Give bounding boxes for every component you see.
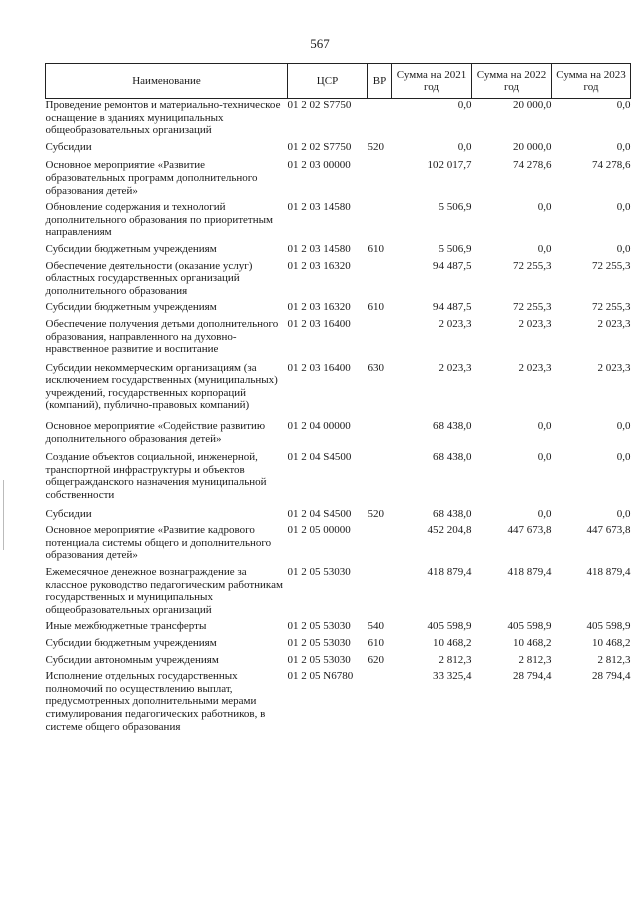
row-vr: 520	[367, 140, 384, 153]
row-name: Создание объектов социальной, инженерной, транспортной инфраструктуры и объектов общегражданского назначения муниципальной собственности	[45, 451, 267, 502]
budget-table	[45, 63, 631, 733]
row-csr: 01 2 04 S4500	[287, 451, 352, 464]
row-sum-2021: 94 487,5	[433, 301, 472, 314]
table-row	[46, 566, 631, 620]
row-vr: 540	[367, 620, 384, 633]
table-row	[46, 420, 631, 451]
row-sum-2023: 0,0	[616, 507, 631, 520]
row-name: Иные межбюджетные трансферты	[45, 620, 207, 633]
row-vr: 610	[367, 636, 384, 649]
row-name: Обновление содержания и технологий дополнительного образования по приоритетным направлениям	[45, 201, 273, 239]
row-sum-2021: 2 023,3	[438, 317, 472, 330]
row-csr: 01 2 05 53030	[287, 653, 351, 666]
row-name: Основное мероприятие «Развитие образовательных программ дополнительного образования детей»	[45, 159, 258, 197]
row-csr: 01 2 04 S4500	[287, 507, 352, 520]
row-csr: 01 2 03 14580	[287, 242, 351, 255]
row-vr	[368, 260, 392, 302]
row-sum-2023: 0,0	[616, 242, 631, 255]
row-sum-2021: 68 438,0	[433, 420, 472, 433]
row-vr	[368, 159, 392, 201]
row-sum-2022: 405 598,9	[507, 620, 552, 633]
table-row	[46, 508, 631, 525]
row-sum-2021: 0,0	[457, 99, 472, 111]
table-row	[46, 301, 631, 318]
row-csr: 01 2 03 16400	[287, 361, 351, 374]
row-sum-2022: 74 278,6	[513, 159, 552, 172]
row-name: Основное мероприятие «Развитие кадрового потенциала системы общего и дополнительного образования детей»	[45, 524, 272, 562]
row-name: Проведение ремонтов и материально-техническое оснащение в зданиях муниципальных общеобразовательных организаций	[45, 99, 281, 137]
row-vr	[368, 670, 392, 733]
row-csr: 01 2 03 16320	[287, 301, 351, 314]
row-sum-2023: 10 468,2	[592, 636, 631, 649]
row-sum-2023: 72 255,3	[592, 301, 631, 314]
row-sum-2021: 418 879,4	[427, 566, 472, 578]
table-row	[46, 201, 631, 243]
row-name: Обеспечение получения детьми дополнительного образования, направленного на духовно-нравственное развитие и воспитание	[45, 317, 279, 356]
row-csr: 01 2 02 S7750	[287, 140, 352, 153]
row-sum-2022: 0,0	[537, 242, 552, 255]
row-sum-2021: 94 487,5	[433, 259, 472, 272]
table-row	[46, 362, 631, 420]
row-csr: 01 2 03 16320	[287, 259, 351, 272]
row-sum-2022: 2 812,3	[518, 653, 552, 666]
row-sum-2022: 20 000,0	[513, 99, 552, 111]
row-vr: 610	[367, 301, 384, 314]
row-vr: 520	[367, 507, 384, 520]
margin-mark	[3, 480, 8, 550]
row-csr: 01 2 02 S7750	[287, 99, 352, 111]
row-sum-2023: 74 278,6	[592, 159, 631, 172]
row-sum-2023: 447 673,8	[586, 524, 631, 537]
row-vr	[368, 99, 392, 141]
row-sum-2021: 2 812,3	[438, 653, 472, 666]
row-name: Исполнение отдельных государственных полномочий по осуществлению выплат, предусмотренных дополнительными мерами стимулирования педагогических работников, в системе общего образования	[45, 670, 266, 733]
row-sum-2021: 452 204,8	[427, 524, 472, 537]
row-sum-2021: 68 438,0	[433, 451, 472, 464]
row-sum-2022: 20 000,0	[513, 140, 552, 153]
row-sum-2023: 0,0	[616, 201, 631, 214]
header-name: Наименование	[46, 64, 288, 99]
row-sum-2023: 405 598,9	[586, 620, 631, 633]
row-name: Субсидии некоммерческим организациям (за исключением государственных (муниципальных) учреждений, государственных корпораций (компаний), публично-правовых компаний)	[45, 361, 278, 412]
row-sum-2022: 0,0	[537, 451, 552, 464]
row-csr: 01 2 03 14580	[287, 201, 351, 214]
table-header-row	[46, 64, 631, 99]
row-sum-2022: 10 468,2	[513, 636, 552, 649]
row-sum-2022: 2 023,3	[518, 317, 552, 330]
row-csr: 01 2 05 53030	[287, 566, 351, 578]
row-sum-2021: 10 468,2	[433, 636, 472, 649]
row-sum-2022: 0,0	[537, 507, 552, 520]
row-vr: 610	[367, 242, 384, 255]
table-row	[46, 141, 631, 160]
row-sum-2023: 0,0	[616, 140, 631, 153]
row-sum-2023: 72 255,3	[592, 259, 631, 272]
row-name: Субсидии бюджетным учреждениям	[45, 242, 217, 255]
row-csr: 01 2 05 00000	[287, 524, 351, 537]
row-sum-2022: 0,0	[537, 420, 552, 433]
row-sum-2021: 68 438,0	[433, 507, 472, 520]
page-number: 567	[310, 36, 330, 51]
row-sum-2023: 2 023,3	[597, 317, 631, 330]
row-name: Обеспечение деятельности (оказание услуг) областных государственных организаций дополнительного образования	[45, 259, 253, 297]
table-row	[46, 620, 631, 637]
row-sum-2021: 33 325,4	[433, 670, 472, 683]
row-sum-2022: 2 023,3	[518, 361, 552, 374]
row-sum-2023: 28 794,4	[592, 670, 631, 683]
row-csr: 01 2 03 16400	[287, 317, 351, 330]
header-csr: ЦСР	[288, 64, 368, 99]
row-sum-2021: 102 017,7	[427, 159, 472, 172]
row-sum-2022: 418 879,4	[507, 566, 552, 578]
table-row	[46, 318, 631, 362]
header-2021: Сумма на 2021 год	[392, 64, 472, 99]
row-vr: 630	[367, 361, 384, 374]
table-row	[46, 243, 631, 260]
row-sum-2023: 0,0	[616, 420, 631, 433]
row-csr: 01 2 03 00000	[287, 159, 351, 172]
row-sum-2021: 405 598,9	[427, 620, 472, 633]
row-sum-2023: 0,0	[616, 451, 631, 464]
row-vr	[368, 318, 392, 362]
row-vr	[368, 201, 392, 243]
table-row	[46, 260, 631, 302]
table-row	[46, 670, 631, 733]
row-sum-2022: 28 794,4	[513, 670, 552, 683]
row-sum-2021: 2 023,3	[438, 361, 472, 374]
row-sum-2023: 2 812,3	[597, 653, 631, 666]
table-row	[46, 524, 631, 566]
row-sum-2022: 0,0	[537, 201, 552, 214]
row-csr: 01 2 05 N6780	[287, 670, 354, 683]
row-name: Ежемесячное денежное вознаграждение за классное руководство педагогическим работникам государственных и муниципальных общеобразовательных организаций	[45, 566, 283, 616]
row-sum-2023: 0,0	[616, 99, 631, 111]
row-vr	[368, 420, 392, 451]
header-2023: Сумма на 2023 год	[552, 64, 631, 99]
table-row	[46, 637, 631, 654]
row-sum-2022: 72 255,3	[513, 301, 552, 314]
row-csr: 01 2 05 53030	[287, 620, 351, 633]
table-row	[46, 451, 631, 507]
table-row	[46, 99, 631, 141]
row-name: Субсидии бюджетным учреждениям	[45, 301, 217, 314]
row-vr: 620	[367, 653, 384, 666]
row-sum-2021: 5 506,9	[438, 201, 472, 214]
row-sum-2022: 447 673,8	[507, 524, 552, 537]
row-sum-2023: 418 879,4	[586, 566, 631, 578]
table-row	[46, 159, 631, 201]
row-name: Субсидии бюджетным учреждениям	[45, 636, 217, 649]
row-vr	[368, 566, 392, 620]
row-csr: 01 2 05 53030	[287, 636, 351, 649]
header-vr: ВР	[368, 64, 392, 99]
row-vr	[368, 524, 392, 566]
table-row	[46, 654, 631, 671]
row-sum-2023: 2 023,3	[597, 361, 631, 374]
table-body	[46, 99, 631, 734]
row-csr: 01 2 04 00000	[287, 420, 351, 433]
header-2022: Сумма на 2022 год	[472, 64, 552, 99]
row-name: Субсидии автономным учреждениям	[45, 653, 219, 666]
row-name: Субсидии	[45, 140, 92, 153]
row-name: Основное мероприятие «Содействие развитию дополнительного образования детей»	[45, 420, 266, 445]
row-sum-2021: 5 506,9	[438, 242, 472, 255]
row-vr	[368, 451, 392, 507]
row-sum-2022: 72 255,3	[513, 259, 552, 272]
row-sum-2021: 0,0	[457, 140, 472, 153]
row-name: Субсидии	[45, 507, 92, 520]
